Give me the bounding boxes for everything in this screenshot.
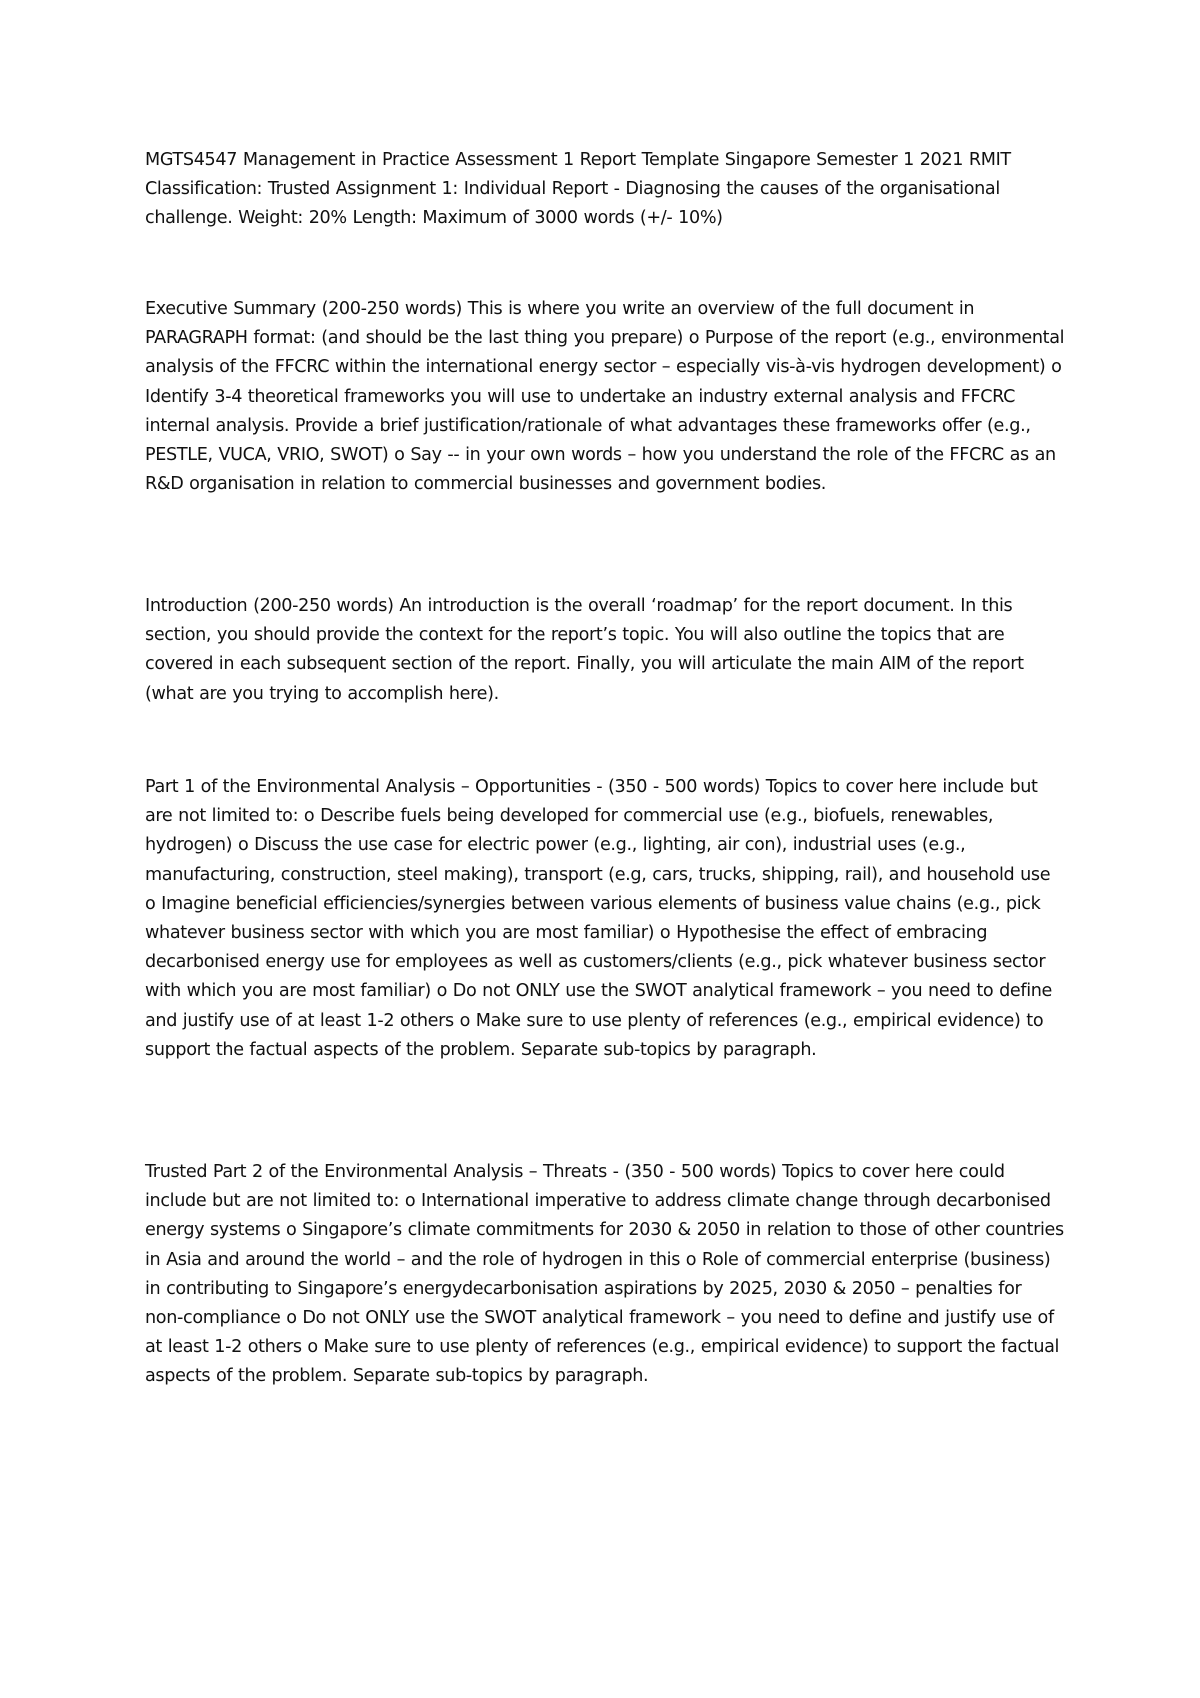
part1-opportunities-paragraph: Part 1 of the Environmental Analysis – Opportunities - (350 - 500 words) Topics to cover here include but are not limited to: o Describe fuels being developed for commercial use (e.g., biofuels, renewables, hydrogen) o Discuss the use case for electric power (e.g., lighting, air con), industrial uses (e.g., manufacturing, construction, steel making), transport (e.g, cars, trucks, shipping, rail), and household use o Imagine beneficial efficiencies/synergies between various elements of business value chains (e.g., pick whatever business sector with which you are most familiar) o Hypothesise the effect of embracing decarbonised energy use for employees as well as customers/clients (e.g., pick whatever business sector with which you are most familiar) o Do not ONLY use the SWOT analytical framework – you need to define and justify use of at least 1-2 others o Make sure to use plenty of references (e.g., empirical evidence) to support the factual aspects of the problem. Separate sub-topics by paragraph. bbox=[145, 777, 1053, 1060]
executive-summary-paragraph: Executive Summary (200-250 words) This is where you write an overview of the full document in PARAGRAPH format: (and should be the last thing you prepare) o Purpose of the report (e.g., environmental analysis of the FFCRC within the international energy sector – especially vis-à-vis hydrogen development) o Identify 3-4 theoretical frameworks you will use to undertake an industry external analysis and FFCRC internal analysis. Provide a brief justification/rationale of what advantages these frameworks offer (e.g., PESTLE, VUCA, VRIO, SWOT) o Say -- in your own words – how you understand the role of the FFCRC as an R&D organisation in relation to commercial businesses and government bodies. bbox=[145, 299, 1065, 495]
introduction-paragraph: Introduction (200-250 words) An introduction is the overall ‘roadmap’ for the report document. In this section, you should provide the context for the report’s topic. You will also outline the topics that are covered in each subsequent section of the report. Finally, you will articulate the main AIM of the report (what are you trying to accomplish here). bbox=[145, 596, 1024, 704]
document-body bbox=[145, 146, 1065, 1387]
header-paragraph: MGTS4547 Management in Practice Assessment 1 Report Template Singapore Semester 1 2021 RMIT Classification: Trusted Assignment 1: Individual Report - Diagnosing the causes of the organisational challenge. Weight: 20% Length: Maximum of 3000 words (+/- 10%) bbox=[145, 150, 1011, 229]
part2-threats-paragraph: Trusted Part 2 of the Environmental Analysis – Threats - (350 - 500 words) Topics to cover here could include but are not limited to: o International imperative to address climate change through decarbonised energy systems o Singapore’s climate commitments for 2030 & 2050 in relation to those of other countries in Asia and around the world – and the role of hydrogen in this o Role of commercial enterprise (business) in contributing to Singapore’s energydecarbonisation aspirations by 2025, 2030 & 2050 – penalties for non-compliance o Do not ONLY use the SWOT analytical framework – you need to define and justify use of at least 1-2 others o Make sure to use plenty of references (e.g., empirical evidence) to support the factual aspects of the problem. Separate sub-topics by paragraph. bbox=[145, 1162, 1064, 1387]
